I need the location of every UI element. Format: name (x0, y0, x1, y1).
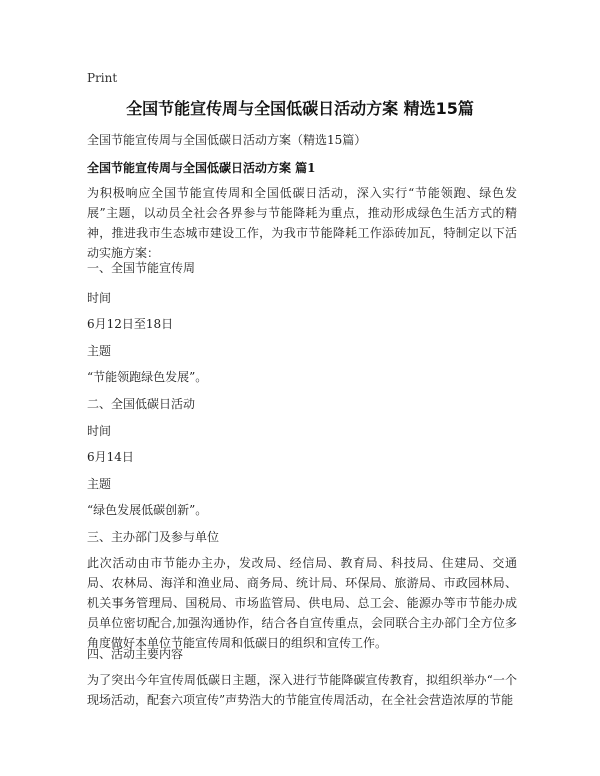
document-subtitle: 全国节能宣传周与全国低碳日活动方案（精选15篇） (87, 133, 367, 147)
document-title: 全国节能宣传周与全国低碳日活动方案 精选15篇 (126, 99, 474, 118)
section-4-paragraph: 为了突出今年宣传周低碳日主题，深入进行节能降碳宣传教育，拟组织举办“一个现场活动，配套六项宣传”声势浩大的节能宣传周活动，在全社会营造浓厚的节能 (87, 673, 517, 707)
section-1-theme-label: 主题 (87, 344, 112, 358)
section-1-title: 一、全国节能宣传周 (87, 261, 196, 275)
section-heading: 全国节能宣传周与全国低碳日活动方案 篇1 (87, 161, 316, 175)
section-1-theme-value: “节能领跑绿色发展”。 (87, 370, 208, 384)
section-1-time-label: 时间 (87, 291, 112, 305)
section-1-time-value: 6月12日至18日 (87, 317, 174, 331)
section-2-theme-label: 主题 (87, 477, 112, 491)
section-2-time-label: 时间 (87, 424, 112, 438)
section-2-theme-value: “绿色发展低碳创新”。 (87, 503, 208, 517)
section-4-title: 四、活动主要内容 (87, 647, 184, 661)
section-2-time-value: 6月14日 (87, 450, 134, 464)
section-3-paragraph: 此次活动由市节能办主办，发改局、经信局、教育局、科技局、住建局、交通局、农林局、海洋和渔业局、商务局、统计局、环保局、旅游局、市政园林局、机关事务管理局、国税局、市场监管局、供电局、总工会、能源办等市节能办成员单位密切配合,加强沟通协作，结合各自宣传重点，会同联合主办部门全方位多角度做好本单位节能宣传周和低碳日的组织和宣传工作。 (87, 556, 517, 650)
intro-paragraph: 为积极响应全国节能宣传周和全国低碳日活动，深入实行“节能领跑、绿色发展”主题，以动员全社会各界参与节能降耗为重点，推动形成绿色生活方式的精神，推进我市生态城市建设工作，为我市节能降耗工作添砖加瓦，特制定以下活动实施方案： (87, 186, 517, 260)
section-2-title: 二、全国低碳日活动 (87, 397, 196, 411)
print-label[interactable]: Print (87, 71, 118, 85)
section-3-title: 三、主办部门及参与单位 (87, 530, 220, 544)
